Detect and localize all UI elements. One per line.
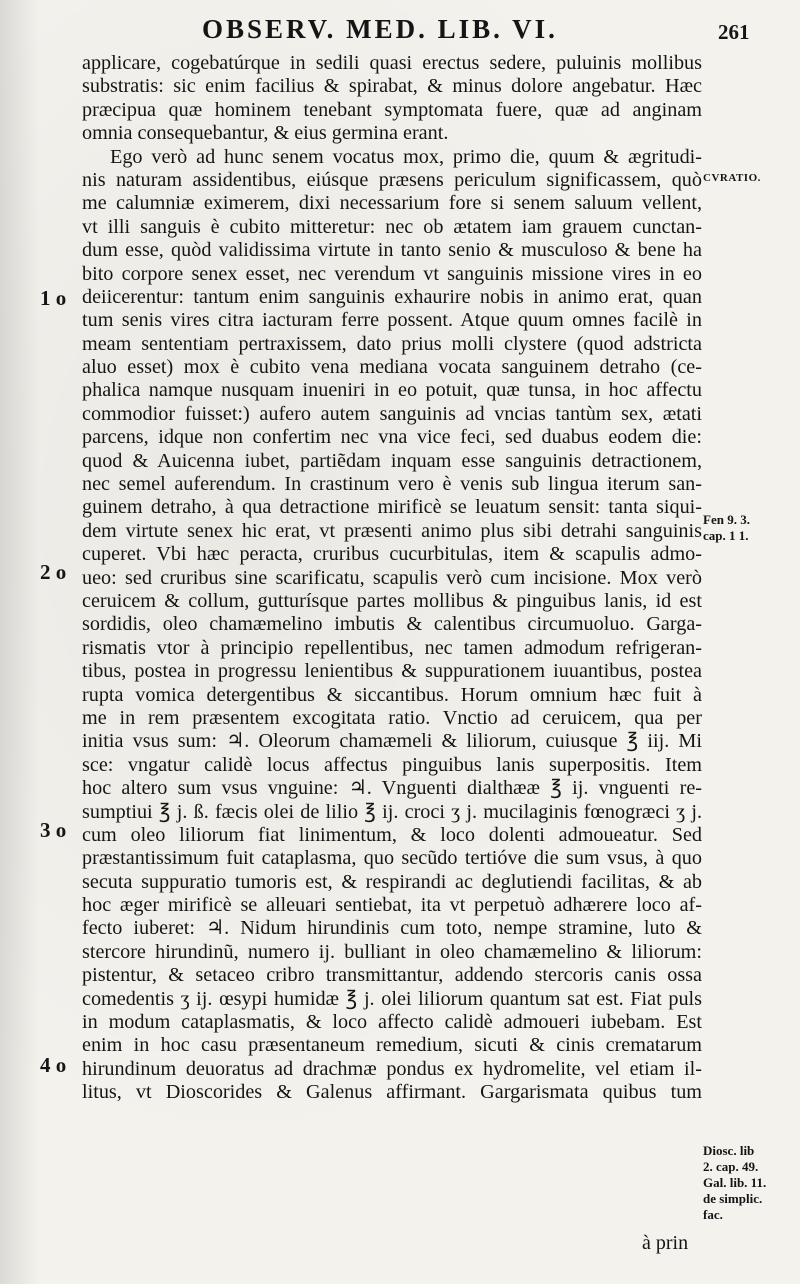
text-line: tum senis vires citra iacturam ferre possent. Atque quum omnes facilè in [82, 309, 702, 332]
text-line: comedentis ʒ ij. œsypi humidæ ℥ j. olei liliorum quantum sat est. Fiat puls [82, 987, 702, 1010]
catchword: à prin [642, 1232, 689, 1254]
margin-note-diosc-cap: 2. cap. 49. [703, 1159, 759, 1174]
text-line: applicare, cogebatúrque in sedili quasi erectus sedere, puluinis mollibus [82, 52, 702, 74]
text-line: me in rem præsentem excogitata ratio. Vnctio ad ceruicem, qua per [82, 706, 702, 729]
text-line: secuta suppuratio tumoris est, & respirandi ac deglutiendi facilitas, & ab [82, 870, 702, 893]
text-line: nis naturam assidentibus, eiúsque præsens periculum significassem, quò [82, 168, 702, 191]
margin-note-fac: fac. [703, 1207, 723, 1222]
running-head: OBSERV. MED. LIB. VI. [202, 14, 558, 44]
text-line: omnia consequebantur, & eius germina erant. [82, 122, 449, 145]
text-line: cuperet. Vbi hæc peracta, cruribus cucurbitulas, item & scapulis admo- [82, 543, 702, 566]
margin-note-fen: Fen 9. 3. [703, 512, 750, 527]
text-line: litus, vt Dioscorides & Galenus affirmant. Gargarismata quibus tum [82, 1081, 702, 1104]
margin-note-diosc: Diosc. lib [703, 1143, 755, 1158]
text-line: præstantissimum fuit cataplasma, quo secũdo tertióve die sum vsus, à quo [82, 847, 702, 870]
text-line: phalica namque nusquam inueniri in eo potuit, quæ tunsa, in hoc affectu [82, 379, 702, 402]
text-line: Ego verò ad hunc senem vocatus mox, primo die, quum & ægritudi- [110, 145, 702, 168]
margin-note-simplic: de simplic. [703, 1191, 763, 1206]
text-line: sce: vngatur calidè locus affectus pinguibus lanis superpositis. Item [82, 753, 702, 776]
text-line: me calumniæ eximerem, dixi necessarium fore si senem saluum vellent, [82, 192, 702, 215]
text-line: aluo esset) mox è cubito vena mediana vocata sanguinem detraho (ce- [82, 356, 702, 379]
text-line: commodior fuisset:) aufero autem sanguinis ad vncias tantùm sex, ætati [82, 402, 702, 425]
text-line: vt illi sanguis è cubito mitteretur: nec ob ætatem iam grauem cunctan- [82, 215, 702, 238]
text-line: nec semel auferendum. In crastinum vero è venis sub lingua iterum san- [82, 473, 702, 496]
text-line: in modum cataplasmatis, & loco affecto calidè admoueri iubebam. Est [82, 1011, 702, 1034]
text-line: quod & Auicenna iubet, partiẽdam inquam esse sanguinis detractionem, [82, 449, 702, 472]
text-line: cum oleo liliorum fiat linimentum, & loco dolenti admoueatur. Sed [82, 823, 702, 846]
text-line: ceruicem & collum, gutturísque partes mollibus & pinguibus lanis, id est [82, 589, 702, 612]
line-number-10: 1 o [40, 286, 67, 310]
text-line: meam sententiam pertraxissem, dato prius molli clystere (quod adstricta [82, 332, 702, 355]
text-line: substratis: sic enim facilius & spirabat, & minus dolore angebatur. Hæc [82, 75, 702, 98]
text-line: hoc æger mirificè se alleuari sentiebat, ita vt perpetuò adhærere loco af- [82, 894, 702, 917]
margin-note-fen-cap: cap. 1 1. [703, 528, 749, 543]
text-line: initia vsus sum: ♃. Oleorum chamæmeli & liliorum, cuiusque ℥ iij. Mi [82, 730, 702, 753]
text-line: fecto iuberet: ♃. Nidum hirundinis cum toto, nempe stramine, luto & [82, 917, 702, 940]
text-line: rismatis vtor à principio repellentibus, nec tamen admodum refrigeran- [82, 636, 702, 659]
text-line: sordidis, oleo chamæmelino imbutis & calentibus circumuoluo. Garga- [82, 613, 702, 636]
text-line: tibus, postea in progressu lenientibus & suppurationem iuuantibus, postea [82, 660, 702, 683]
text-line: bito corpore senex esset, nec verendum vt sanguinis missione vires in eo [82, 262, 702, 285]
text-line: dum esse, quòd validissima virtute in tanto senio & musculoso & bene ha [82, 239, 702, 262]
body-text [82, 52, 702, 1105]
text-line: stercore hirundinũ, numero ij. bulliant in oleo chamæmelino & liliorum: [82, 940, 702, 963]
line-number-30: 3 o [40, 818, 67, 842]
text-line: hirundinum deuoratus ad drachmæ pondus ex hydromelite, vel etiam il- [82, 1057, 702, 1080]
page-number: 261 [718, 20, 750, 44]
line-number-40: 4 o [40, 1053, 67, 1077]
margin-note-gal: Gal. lib. 11. [703, 1175, 767, 1190]
text-line: guinem detraho, à qua detractione mirificè se leuatum sensit: tanta siqui- [82, 496, 702, 519]
text-line: enim in hoc casu præsentaneum remedium, sicuti & cinis crematarum [82, 1034, 702, 1057]
text-line: dem virtute senex hic erat, vt præsenti animo plus sibi detrahi sanguinis [82, 519, 702, 542]
line-number-20: 2 o [40, 560, 67, 584]
margin-note-curatio: CVRATIO. [703, 172, 761, 184]
text-line: deiicerentur: tantum enim sanguinis exhaurire nobis in animo erat, quan [82, 285, 702, 308]
text-line: parcens, idque non confertim nec vna vice feci, sed duabus eodem die: [82, 426, 702, 449]
text-line: pistentur, & setaceo cribro transmittantur, addendo stercoris canis ossa [82, 964, 702, 987]
text-line: rupta vomica detergentibus & siccantibus. Horum omnium hæc fuit à [82, 683, 702, 706]
text-line: sumptiui ℥ j. ß. fæcis olei de lilio ℥ ij. croci ʒ j. mucilaginis fœnogræci ʒ j. [82, 800, 702, 823]
text-line: hoc altero sum vsus vnguine: ♃. Vnguenti dialthææ ℥ ij. vnguenti re- [82, 777, 702, 800]
text-line: præcipua quæ hominem tenebant symptomata fuere, quæ ad anginam [82, 98, 702, 121]
text-line: ueo: sed cruribus sine scarificatu, scapulis verò cum incisione. Mox verò [82, 566, 702, 589]
